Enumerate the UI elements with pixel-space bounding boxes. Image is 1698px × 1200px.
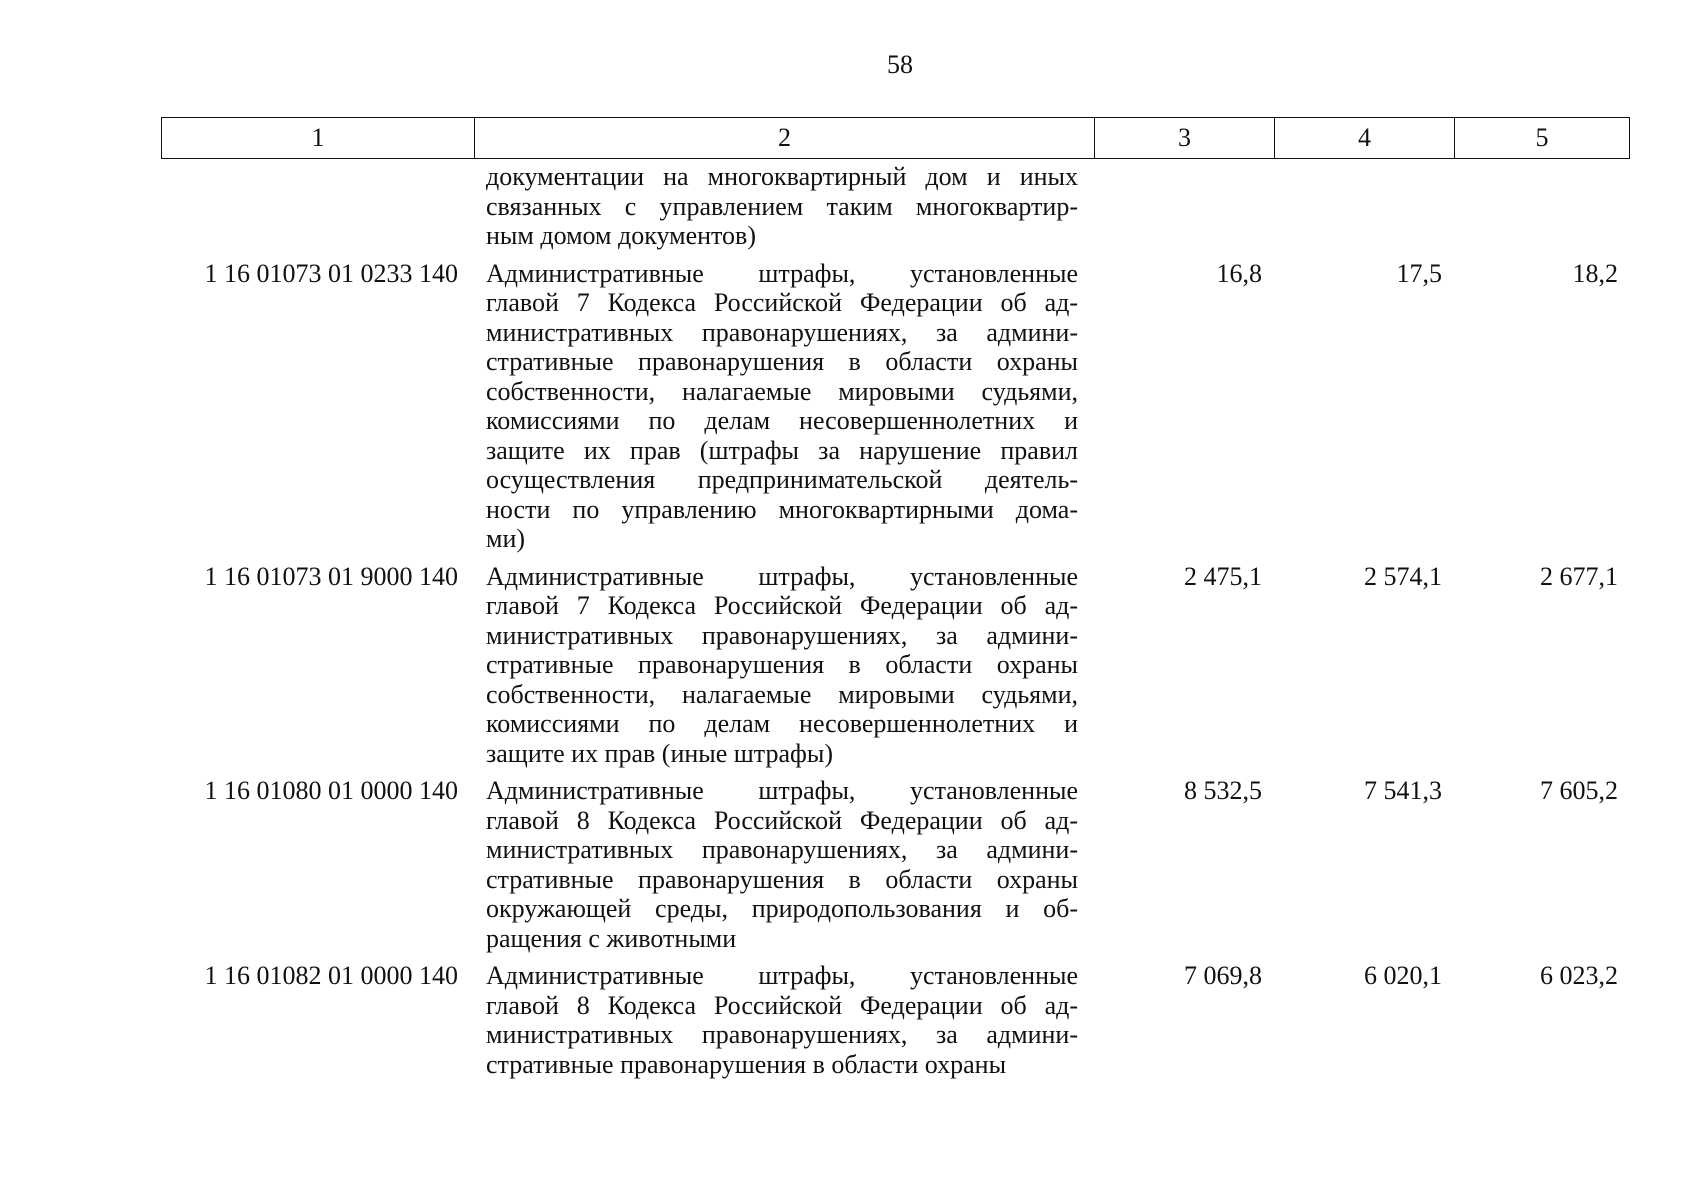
table-header	[161, 117, 1630, 159]
revenue-description	[474, 776, 1094, 953]
description-line: Административные штрафы, установленные	[486, 258, 1078, 288]
description-line: Административные штрафы, установленные	[486, 961, 1078, 990]
description-line: Административные штрафы, установленные	[486, 776, 1078, 805]
description-line: защите их прав (иные штрафы)	[486, 738, 834, 768]
description-line: ным домом документов)	[486, 221, 756, 250]
revenue-description	[474, 162, 1094, 251]
value-col-4: 7 541,3	[1364, 776, 1442, 805]
header-col-4: 4	[1275, 118, 1455, 158]
description-line: стративные правонарушения в области охраны	[486, 1049, 1007, 1079]
description-line: главой 8 Кодекса Российской Федерации об ад-	[486, 805, 1078, 835]
budget-code: 1 16 01073 01 9000 140	[204, 561, 458, 591]
value-col-4: 6 020,1	[1364, 961, 1442, 990]
description-line: собственности, налагаемые мировыми судьями,	[486, 376, 1078, 406]
table-row	[161, 259, 1630, 554]
value-col-5: 2 677,1	[1540, 561, 1618, 591]
description-line: связанных с управлением таким многоквартир-	[486, 191, 1078, 221]
value-col-5: 7 605,2	[1540, 776, 1618, 805]
budget-code: 1 16 01082 01 0000 140	[204, 961, 458, 990]
description-line: Административные штрафы, установленные	[486, 561, 1078, 591]
value-col-3: 8 532,5	[1184, 776, 1262, 805]
description-line: окружающей среды, природопользования и об-	[486, 894, 1078, 923]
description-line: ми)	[486, 524, 526, 553]
description-line: главой 7 Кодекса Российской Федерации об ад-	[486, 591, 1078, 620]
value-col-3: 16,8	[1216, 258, 1262, 288]
table-row	[161, 562, 1630, 769]
description-line: комиссиями по делам несовершеннолетних и	[486, 406, 1078, 435]
table-body	[161, 162, 1630, 1087]
budget-code: 1 16 01080 01 0000 140	[204, 776, 458, 805]
description-line: главой 8 Кодекса Российской Федерации об ад-	[486, 990, 1078, 1020]
value-col-4: 2 574,1	[1364, 561, 1442, 591]
description-line: министративных правонарушениях, за админи-	[486, 620, 1078, 650]
description-line: министративных правонарушениях, за админи-	[486, 317, 1078, 347]
description-line: ности по управлению многоквартирными дома-	[486, 494, 1078, 524]
table-row	[161, 961, 1630, 1079]
table-row	[161, 776, 1630, 953]
value-col-5: 18,2	[1572, 258, 1618, 288]
description-line: ращения с животными	[486, 923, 737, 953]
description-line: защите их прав (штрафы за нарушение правил	[486, 435, 1078, 465]
description-line: стративные правонарушения в области охраны	[486, 650, 1078, 679]
budget-code: 1 16 01073 01 0233 140	[204, 258, 458, 288]
header-col-3: 3	[1095, 118, 1275, 158]
page-number: 58	[887, 50, 913, 79]
description-line: министративных правонарушениях, за админи-	[486, 1020, 1078, 1049]
description-line: стративные правонарушения в области охраны	[486, 347, 1078, 376]
header-col-5: 5	[1535, 123, 1549, 152]
value-col-5: 6 023,2	[1540, 961, 1618, 990]
revenue-description	[474, 961, 1094, 1079]
header-col-1: 1	[162, 118, 475, 158]
description-line: комиссиями по делам несовершеннолетних и	[486, 709, 1078, 738]
revenue-description	[474, 562, 1094, 769]
description-line: стративные правонарушения в области охраны	[486, 864, 1078, 894]
value-col-4: 17,5	[1396, 258, 1442, 288]
header-col-2: 2	[475, 118, 1095, 158]
description-line: осуществления предпринимательской деятель-	[486, 465, 1078, 494]
value-col-3: 2 475,1	[1184, 561, 1262, 591]
table-row	[161, 162, 1630, 251]
revenue-description	[474, 259, 1094, 554]
description-line: министративных правонарушениях, за админи-	[486, 835, 1078, 864]
value-col-3: 7 069,8	[1184, 961, 1262, 990]
description-line: собственности, налагаемые мировыми судьями,	[486, 679, 1078, 709]
description-line: главой 7 Кодекса Российской Федерации об ад-	[486, 288, 1078, 317]
description-line: документации на многоквартирный дом и иных	[486, 162, 1078, 191]
